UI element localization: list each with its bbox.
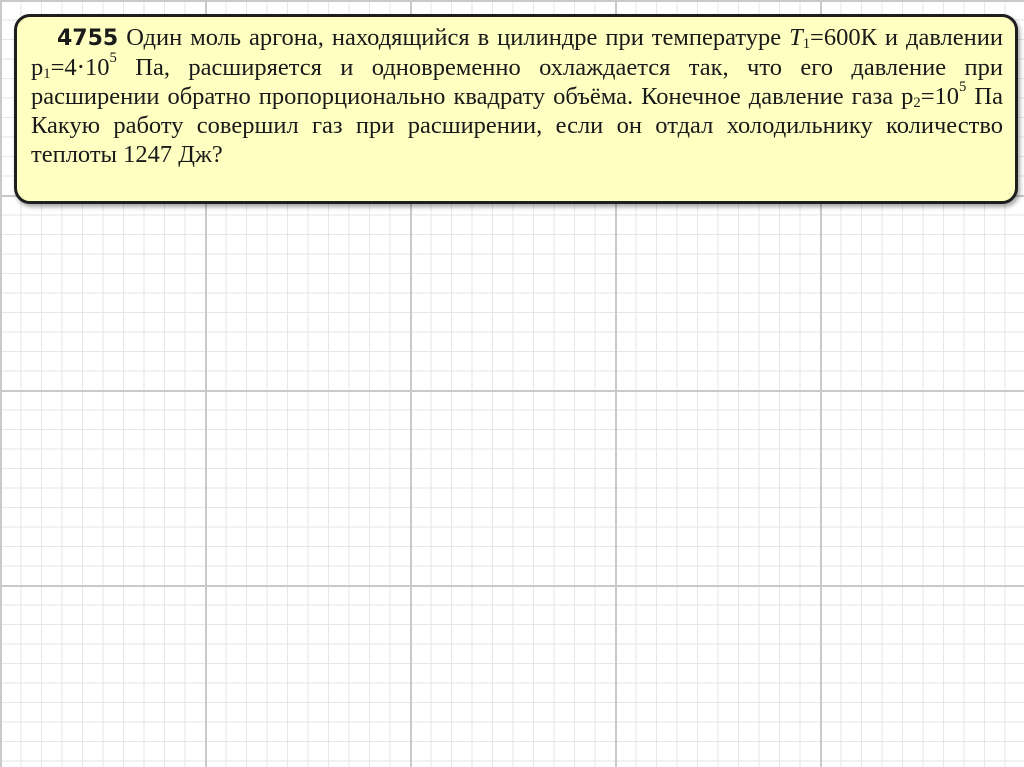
problem-text-part: Один моль аргона, находящийся в цилиндре при температуре xyxy=(118,24,790,51)
pressure2-subscript: 2 xyxy=(913,94,921,111)
pressure1-exponent: 5 xyxy=(109,49,117,66)
problem-text-part: =10 xyxy=(920,83,960,110)
problem-text xyxy=(31,23,1003,169)
temperature-subscript: 1 xyxy=(802,35,811,52)
problem-text-part: =600К и давлении p xyxy=(31,24,1003,81)
problem-text-part: =4⋅10 xyxy=(50,54,110,81)
problem-number: 4755 xyxy=(57,26,119,51)
problem-card xyxy=(14,14,1018,204)
problem-text-part: Па Какую работу совершил газ при расширении, если он отдал холодильнику количество теплоты 1247 Дж? xyxy=(31,83,1003,168)
pressure1-subscript: 1 xyxy=(43,65,51,82)
problem-text-part: Па, расширяется и одновременно охлаждается так, что его давление при расширении обратно пропорционально квадрату объёма. Конечное давление газа p xyxy=(31,54,1003,110)
temperature-variable: T xyxy=(789,24,803,51)
pressure2-exponent: 5 xyxy=(959,78,967,95)
